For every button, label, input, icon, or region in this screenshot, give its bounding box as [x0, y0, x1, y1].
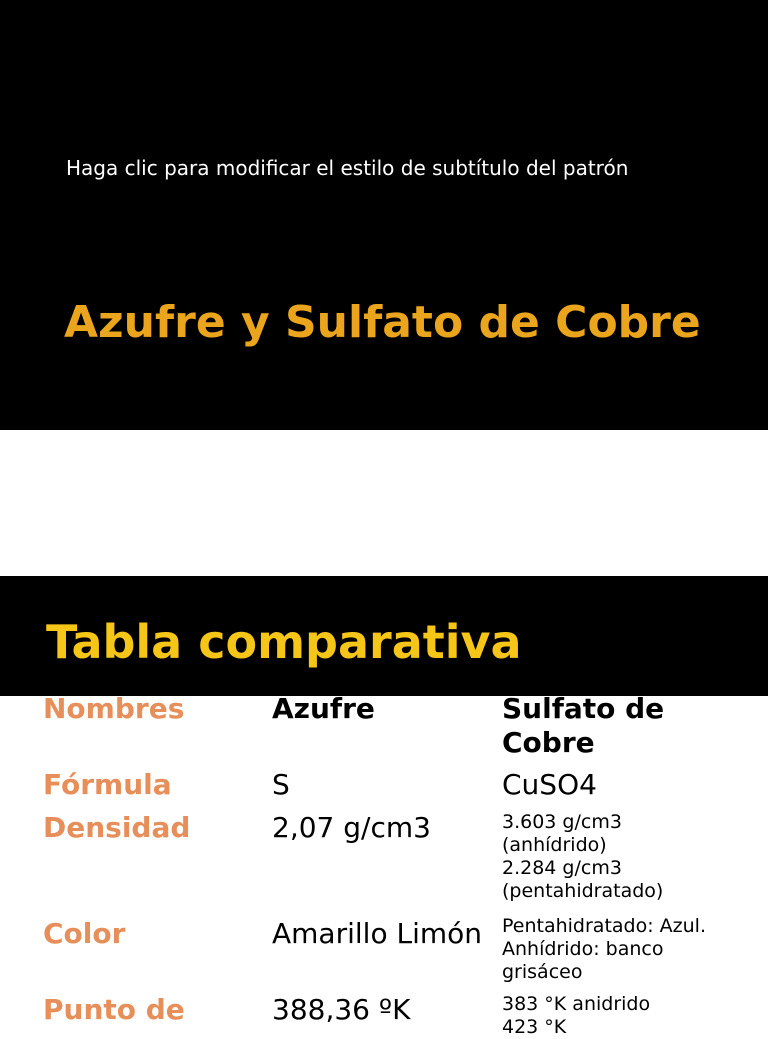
row-sulfato-value: CuSO4: [502, 768, 597, 801]
row-label: Densidad: [43, 811, 191, 844]
header-label: Nombres: [43, 692, 185, 725]
row-label: Color: [43, 917, 126, 950]
table-slide-title[interactable]: Tabla comparativa: [46, 615, 522, 669]
header-sulfato: Sulfato de Cobre: [502, 692, 665, 759]
row-azufre-value: 388,36 ºK: [272, 993, 411, 1026]
row-azufre-value: S: [272, 768, 290, 801]
row-sulfato-value: 383 °K anidrido 423 °K: [502, 993, 651, 1038]
title-slide: [0, 0, 768, 430]
row-label: Punto de: [43, 993, 185, 1026]
table-slide: [0, 576, 768, 1038]
row-azufre-value: Amarillo Limón: [272, 917, 482, 950]
row-azufre-value: 2,07 g/cm3: [272, 811, 431, 844]
row-label: Fórmula: [43, 768, 172, 801]
subtitle-placeholder[interactable]: Haga clic para modificar el estilo de subtítulo del patrón: [66, 156, 629, 180]
slide-title[interactable]: Azufre y Sulfato de Cobre: [64, 297, 701, 348]
row-sulfato-value: 3.603 g/cm3 (anhídrido) 2.284 g/cm3 (pentahidratado): [502, 811, 664, 902]
title-band: [0, 576, 768, 696]
slide-gap: [0, 430, 768, 576]
row-sulfato-value: Pentahidratado: Azul. Anhídrido: banco grisáceo: [502, 915, 706, 983]
header-azufre: Azufre: [272, 692, 375, 725]
